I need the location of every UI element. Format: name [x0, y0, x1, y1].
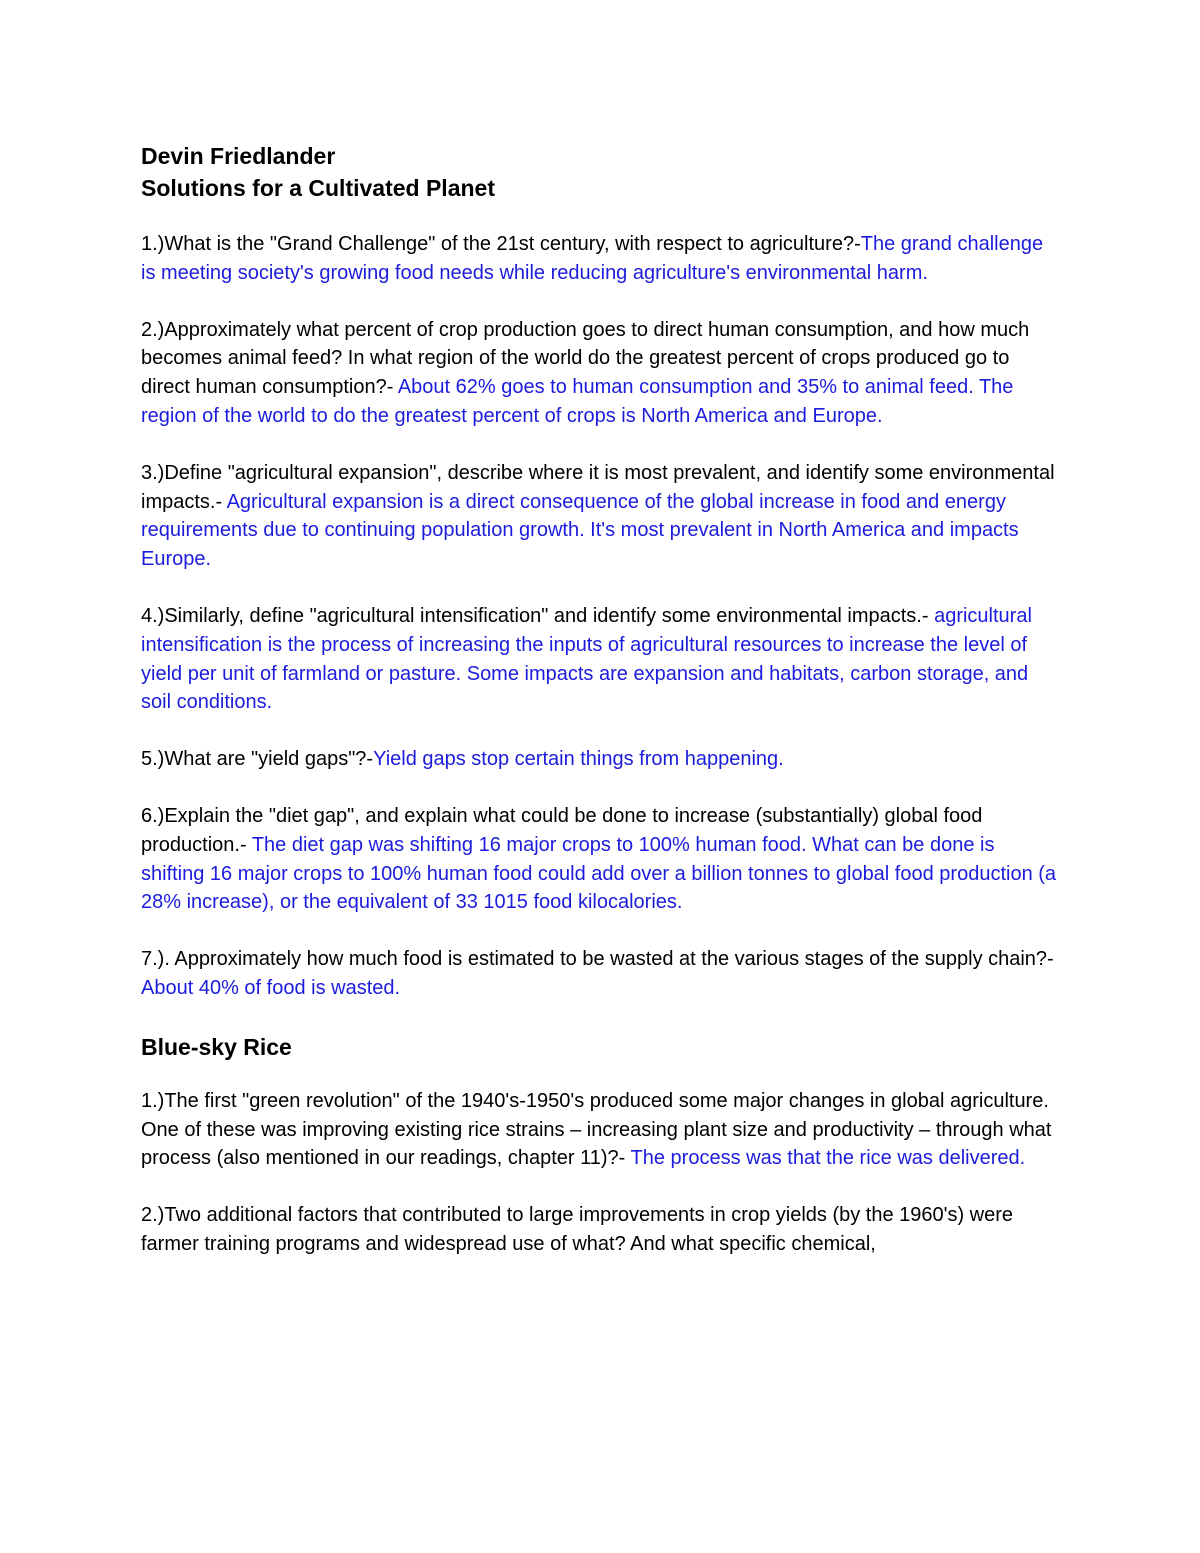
question-text: 3.)Define "agricultural expansion", describe where it is most prevalent, and identify some environmental impacts.- — [141, 461, 1055, 513]
question-text: 1.)The first "green revolution" of the 1940's-1950's produced some major changes in global agriculture. One of these was improving existing rice strains – increasing plant size and productivity – through what process (also mentioned in our readings, chapter 11)?- — [141, 1089, 1052, 1170]
answer-text: agricultural intensification is the process of increasing the inputs of agricultural resources to increase the level of yield per unit of farmland or pasture. Some impacts are expansion and habitats, carbon storage, and soil conditions. — [141, 604, 1032, 714]
question-text: 6.)Explain the "diet gap", and explain what could be done to increase (substantially) global food production.- — [141, 804, 983, 856]
section2-question-1 — [141, 1087, 1061, 1173]
document-page — [141, 140, 1061, 1287]
section2-question-2 — [141, 1201, 1061, 1259]
question-text: 2.)Approximately what percent of crop production goes to direct human consumption, and how much becomes animal feed? In what region of the world do the greatest percent of crops produced go to direct human consumption?- — [141, 318, 1030, 399]
answer-text: The diet gap was shifting 16 major crops to 100% human food. What can be done is shifting 16 major crops to 100% human food could add over a billion tonnes to global food production (a 28% increase), or the equivalent of 33 1015 food kilocalories. — [141, 833, 1057, 914]
question-4 — [141, 602, 1061, 717]
question-5 — [141, 745, 1061, 774]
document-title: Solutions for a Cultivated Planet — [141, 175, 495, 201]
question-2 — [141, 316, 1061, 431]
question-1 — [141, 230, 1061, 288]
answer-text: The grand challenge is meeting society's growing food needs while reducing agriculture's environmental harm. — [141, 233, 1044, 284]
question-text: 2.)Two additional factors that contributed to large improvements in crop yields (by the 1960's) were farmer training programs and widespread use of what? And what specific chemical, — [141, 1204, 1014, 1255]
answer-text: Agricultural expansion is a direct consequence of the global increase in food and energy requirements due to continuing population growth. It's most prevalent in North America and impacts Europe. — [141, 490, 1019, 571]
question-text: 7.). Approximately how much food is estimated to be wasted at the various stages of the supply chain?- — [141, 948, 1054, 971]
question-text: 5.)What are "yield gaps"?- — [141, 748, 374, 771]
question-6 — [141, 802, 1061, 917]
question-7 — [141, 945, 1061, 1003]
answer-text: About 62% goes to human consumption and 35% to animal feed. The region of the world to do the greatest percent of crops is North America and Europe. — [141, 376, 1014, 427]
author-name: Devin Friedlander — [141, 143, 336, 169]
section-heading: Blue-sky Rice — [141, 1033, 292, 1060]
answer-text: The process was that the rice was delivered. — [630, 1147, 1026, 1170]
answer-text: Yield gaps stop certain things from happening. — [373, 748, 784, 771]
question-text: 1.)What is the "Grand Challenge" of the 21st century, with respect to agriculture?- — [141, 233, 861, 255]
question-3 — [141, 459, 1061, 574]
question-text: 4.)Similarly, define "agricultural intensification" and identify some environmental impacts.- — [141, 604, 935, 627]
answer-text: About 40% of food is wasted. — [141, 976, 401, 999]
